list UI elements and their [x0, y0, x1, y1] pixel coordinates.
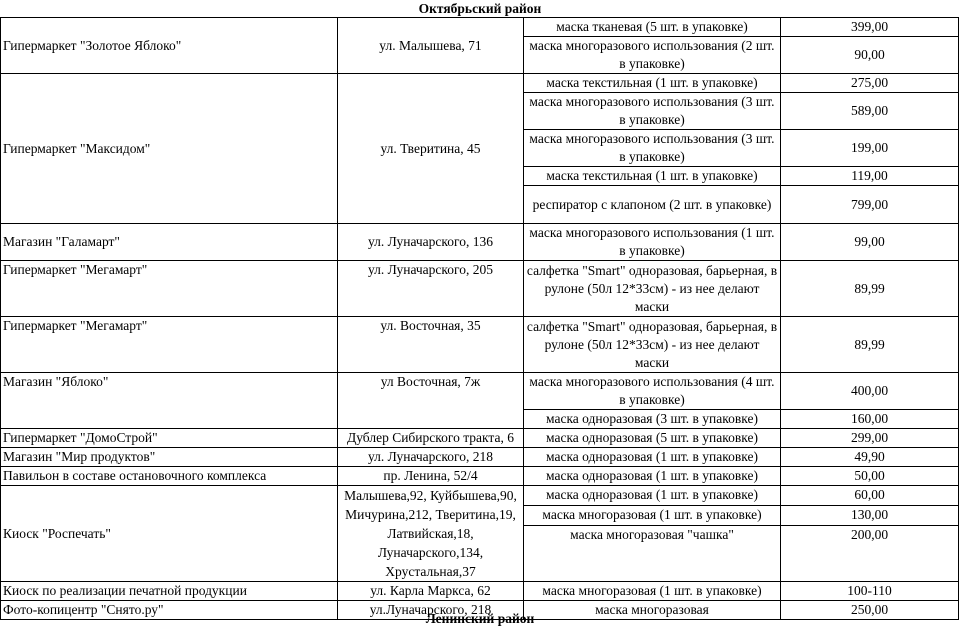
price: 130,00 [781, 505, 959, 525]
product: маска одноразовая (3 шт. в упаковке) [524, 410, 781, 429]
table-row [1, 373, 959, 410]
shop-address: ул Восточная, 7ж [338, 373, 524, 429]
price: 160,00 [781, 410, 959, 429]
table-row [1, 429, 959, 448]
shop-address: ул.Луначарского, 218 [338, 601, 524, 620]
table-row [1, 261, 959, 317]
shop-name: Гипермаркет "Максидом" [1, 74, 338, 224]
shop-name: Гипермаркет "ДомоСтрой" [1, 429, 338, 448]
product: маска одноразовая (1 шт. в упаковке) [524, 486, 781, 506]
product: салфетка "Smart" одноразовая, барьерная, в рулоне (50л 12*33см) - из нее делают маски [524, 261, 781, 317]
shop-name: Магазин "Яблоко" [1, 373, 338, 429]
shop-address: ул. Луначарского, 218 [338, 448, 524, 467]
product: салфетка "Smart" одноразовая, барьерная, в рулоне (50л 12*33см) - из нее делают маски [524, 317, 781, 373]
district-title: Октябрьский район [418, 1, 542, 16]
price: 60,00 [781, 486, 959, 506]
price: 99,00 [781, 224, 959, 261]
table-row [1, 74, 959, 93]
shop-address: ул. Малышева, 71 [338, 18, 524, 74]
price: 89,99 [781, 261, 959, 317]
product: маска многоразового использования (3 шт. в упаковке) [524, 130, 781, 167]
price: 299,00 [781, 429, 959, 448]
product: маска многоразового использования (1 шт. в упаковке) [524, 224, 781, 261]
shop-address: Дублер Сибирского тракта, 6 [338, 429, 524, 448]
next-district-title: Ленинский район [425, 611, 535, 626]
shop-address: ул. Восточная, 35 [338, 317, 524, 373]
price: 275,00 [781, 74, 959, 93]
shop-name: Фото-копицентр "Снято.ру" [1, 601, 338, 620]
price: 90,00 [781, 37, 959, 74]
product: маска одноразовая (1 шт. в упаковке) [524, 467, 781, 486]
table-row [1, 18, 959, 37]
product: маска текстильная (1 шт. в упаковке) [524, 167, 781, 186]
shop-address: ул. Тверитина, 45 [338, 74, 524, 224]
product: маска тканевая (5 шт. в упаковке) [524, 18, 781, 37]
table-row [1, 486, 959, 506]
product: маска многоразовая "чашка" [524, 525, 781, 581]
table-row [1, 224, 959, 261]
shop-name: Гипермаркет "Мегамарт" [1, 261, 338, 317]
shop-address: ул. Луначарского, 205 [338, 261, 524, 317]
shop-name: Павильон в составе остановочного комплекса [1, 467, 338, 486]
price: 49,90 [781, 448, 959, 467]
shop-address: ул. Луначарского, 136 [338, 224, 524, 261]
product: маска многоразовая (1 шт. в упаковке) [524, 505, 781, 525]
price: 200,00 [781, 525, 959, 581]
shop-address: ул. Карла Маркса, 62 [338, 582, 524, 601]
price: 589,00 [781, 93, 959, 130]
price: 50,00 [781, 467, 959, 486]
shop-address: Малышева,92, Куйбышева,90, Мичурина,212, Тверитина,19, Латвийская,18, Луначарского,134, Хрустальная,37 [338, 486, 524, 582]
price: 250,00 [781, 601, 959, 620]
price: 119,00 [781, 167, 959, 186]
table-row [1, 582, 959, 601]
table-row [1, 467, 959, 486]
price: 400,00 [781, 373, 959, 410]
product: маска многоразового использования (2 шт. в упаковке) [524, 37, 781, 74]
product: маска многоразовая [524, 601, 781, 620]
price: 199,00 [781, 130, 959, 167]
product: маска одноразовая (5 шт. в упаковке) [524, 429, 781, 448]
table-row [1, 448, 959, 467]
product: маска многоразовая (1 шт. в упаковке) [524, 582, 781, 601]
shop-name: Киоск по реализации печатной продукции [1, 582, 338, 601]
price-table [0, 17, 959, 620]
price: 89,99 [781, 317, 959, 373]
product: маска одноразовая (1 шт. в упаковке) [524, 448, 781, 467]
product: маска текстильная (1 шт. в упаковке) [524, 74, 781, 93]
shop-name: Гипермаркет "Золотое Яблоко" [1, 18, 338, 74]
price: 100-110 [781, 582, 959, 601]
shop-name: Магазин "Галамарт" [1, 224, 338, 261]
table-row [1, 317, 959, 373]
product: маска многоразового использования (3 шт. в упаковке) [524, 93, 781, 130]
shop-address: пр. Ленина, 52/4 [338, 467, 524, 486]
product: маска многоразового использования (4 шт. в упаковке) [524, 373, 781, 410]
price: 799,00 [781, 186, 959, 224]
shop-name: Гипермаркет "Мегамарт" [1, 317, 338, 373]
shop-name: Магазин "Мир продуктов" [1, 448, 338, 467]
price: 399,00 [781, 18, 959, 37]
shop-name: Киоск "Роспечать" [1, 486, 338, 582]
product: респиратор с клапоном (2 шт. в упаковке) [524, 186, 781, 224]
